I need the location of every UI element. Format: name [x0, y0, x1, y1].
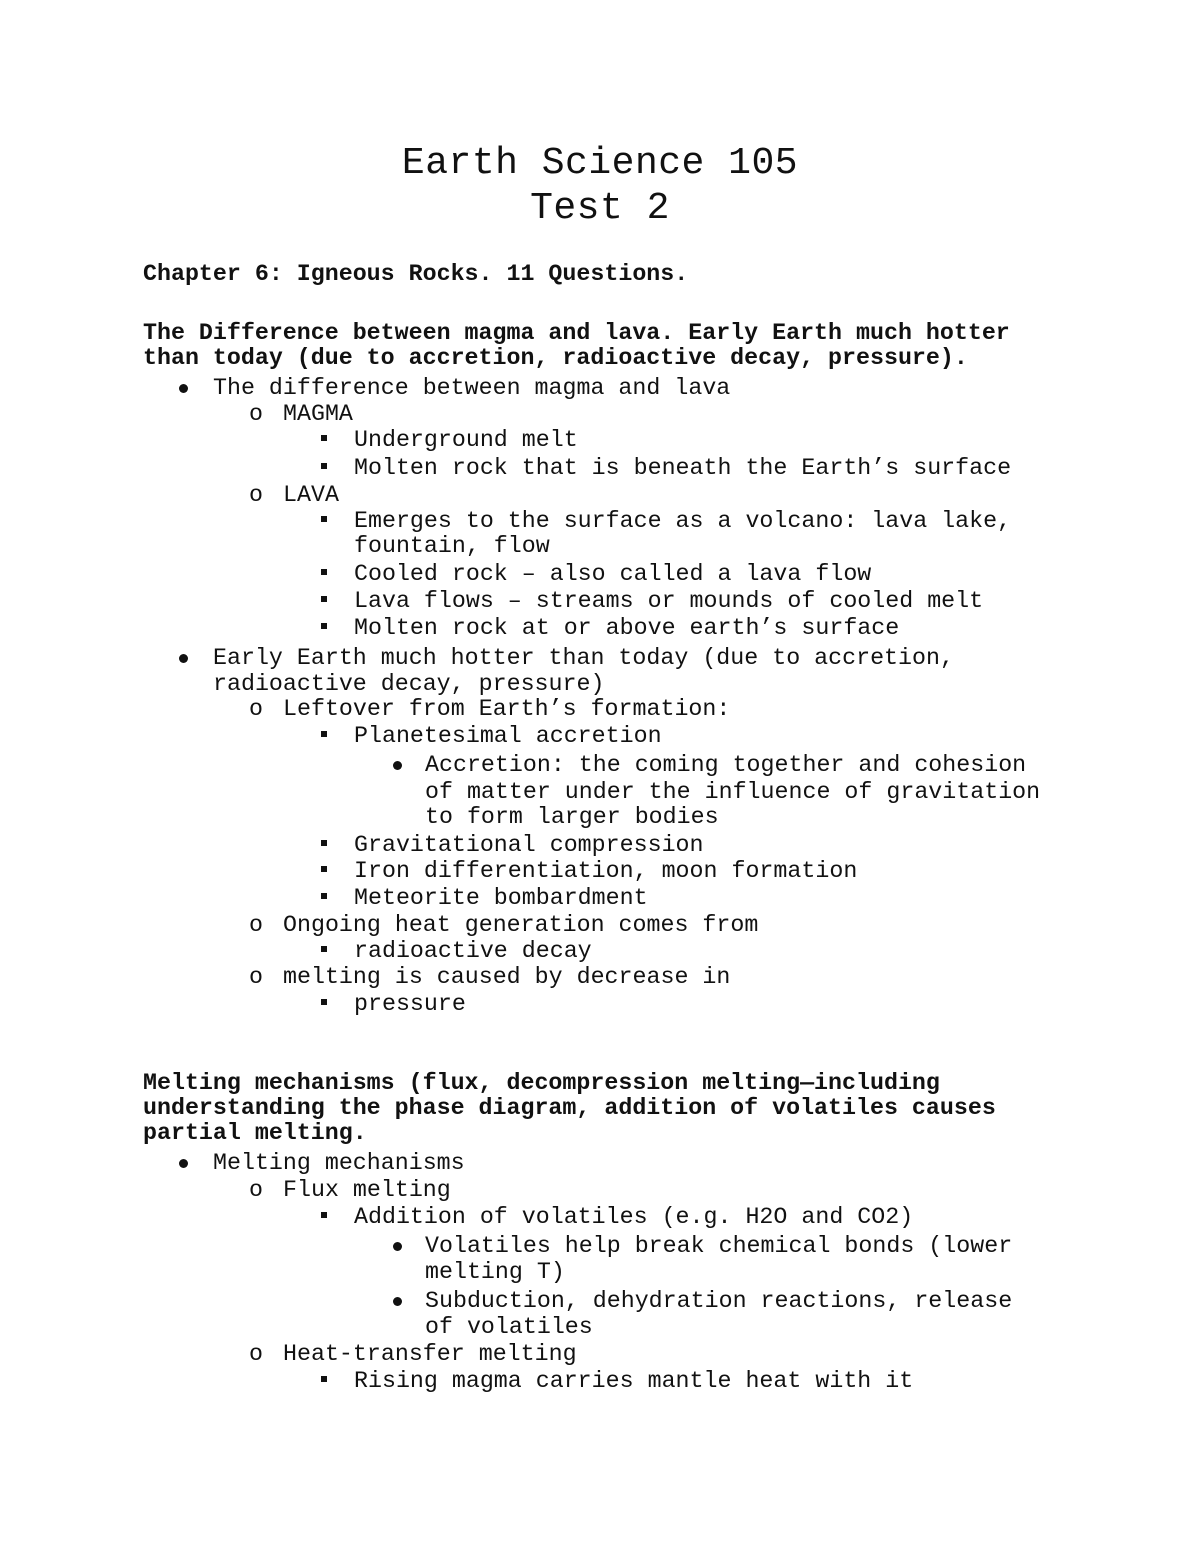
list-item: MAGMA — [283, 401, 353, 427]
bullet-square-icon — [321, 569, 327, 575]
list-item: Emerges to the surface as a volcano: lava lake, — [354, 508, 1012, 534]
list-item: Cooled rock – also called a lava flow — [354, 561, 872, 587]
list-item: melting is caused by decrease in — [283, 964, 731, 990]
bullet-square-icon — [321, 1212, 327, 1218]
bullet-circle-icon: o — [249, 482, 263, 508]
bullet-dot-icon — [393, 1297, 402, 1306]
list-item: Lava flows – streams or mounds of cooled melt — [354, 588, 984, 614]
bullet-square-icon — [321, 596, 327, 602]
list-item: Molten rock at or above earth’s surface — [354, 615, 900, 641]
list-item: Leftover from Earth’s formation: — [283, 696, 731, 722]
list-item: radioactive decay — [354, 938, 592, 964]
bullet-square-icon — [321, 516, 327, 522]
list-item: The difference between magma and lava — [213, 375, 731, 401]
list-item: Heat-transfer melting — [283, 1341, 577, 1367]
bullet-square-icon — [321, 435, 327, 441]
list-item-continuation: melting T) — [425, 1259, 565, 1285]
list-item: Gravitational compression — [354, 832, 704, 858]
bullet-square-icon — [321, 840, 327, 846]
bullet-dot-icon — [179, 1159, 188, 1168]
list-item: Ongoing heat generation comes from — [283, 912, 759, 938]
list-item: Volatiles help break chemical bonds (lower — [425, 1233, 1013, 1259]
section-heading-2-line2: understanding the phase diagram, addition of volatiles causes — [143, 1095, 996, 1121]
section-heading-1-line1: The Difference between magma and lava. Early Earth much hotter — [143, 320, 1010, 346]
list-item: Rising magma carries mantle heat with it — [354, 1368, 914, 1394]
list-item: Meteorite bombardment — [354, 885, 648, 911]
document-subtitle: Test 2 — [530, 187, 670, 230]
list-item: Accretion: the coming together and cohesion — [425, 752, 1027, 778]
bullet-circle-icon: o — [249, 696, 263, 722]
section-heading-2-line1: Melting mechanisms (flux, decompression melting—including — [143, 1070, 940, 1096]
bullet-square-icon — [321, 1376, 327, 1382]
list-item: Planetesimal accretion — [354, 723, 662, 749]
bullet-circle-icon: o — [249, 912, 263, 938]
document-title: Earth Science 105 — [401, 142, 799, 185]
bullet-square-icon — [321, 731, 327, 737]
list-item-continuation: fountain, flow — [354, 533, 550, 559]
list-item: Iron differentiation, moon formation — [354, 858, 858, 884]
list-item: Underground melt — [354, 427, 578, 453]
list-item: Addition of volatiles (e.g. H2O and CO2) — [354, 1204, 914, 1230]
list-item: Subduction, dehydration reactions, release — [425, 1288, 1013, 1314]
list-item-continuation: to form larger bodies — [425, 804, 719, 830]
bullet-dot-icon — [393, 761, 402, 770]
list-item-continuation: of matter under the influence of gravitation — [425, 779, 1041, 805]
bullet-square-icon — [321, 623, 327, 629]
list-item-continuation: radioactive decay, pressure) — [213, 671, 605, 697]
list-item: Flux melting — [283, 1177, 451, 1203]
bullet-dot-icon — [179, 384, 188, 393]
bullet-dot-icon — [179, 654, 188, 663]
list-item: pressure — [354, 991, 466, 1017]
list-item: LAVA — [283, 482, 339, 508]
bullet-circle-icon: o — [249, 1177, 263, 1203]
bullet-square-icon — [321, 866, 327, 872]
bullet-circle-icon: o — [249, 1341, 263, 1367]
bullet-square-icon — [321, 946, 327, 952]
chapter-heading: Chapter 6: Igneous Rocks. 11 Questions. — [143, 261, 689, 287]
bullet-circle-icon: o — [249, 401, 263, 427]
bullet-dot-icon — [393, 1242, 402, 1251]
list-item: Early Earth much hotter than today (due to accretion, — [213, 645, 954, 671]
bullet-square-icon — [321, 999, 327, 1005]
bullet-square-icon — [321, 463, 327, 469]
bullet-circle-icon: o — [249, 964, 263, 990]
section-heading-2-line3: partial melting. — [143, 1120, 367, 1146]
section-heading-1-line2: than today (due to accretion, radioactive decay, pressure). — [143, 345, 968, 371]
bullet-square-icon — [321, 893, 327, 899]
list-item: Melting mechanisms — [213, 1150, 465, 1176]
list-item: Molten rock that is beneath the Earth’s surface — [354, 455, 1012, 481]
list-item-continuation: of volatiles — [425, 1314, 593, 1340]
